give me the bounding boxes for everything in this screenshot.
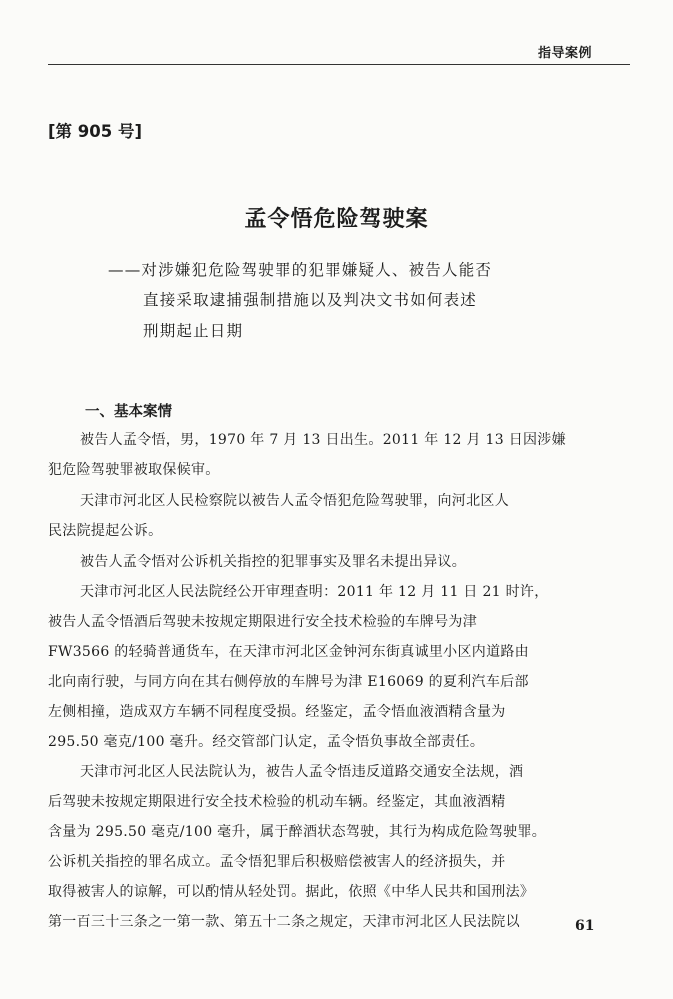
body-line: 民法院提起公诉。: [48, 523, 163, 539]
section-label: 指导案例: [537, 46, 592, 61]
body-line: FW3566 的轻骑普通货车，在天津市河北区金钟河东街真诚里小区内道路由: [48, 644, 529, 660]
body-line: 公诉机关指控的罪名成立。孟令悟犯罪后积极赔偿被害人的经济损失，并: [48, 854, 506, 870]
case-title: 孟令悟危险驾驶案: [244, 206, 429, 232]
page-number: 61: [575, 918, 595, 934]
body-line: 后驾驶未按规定期限进行安全技术检验的机动车辆。经鉴定，其血液酒精: [48, 794, 506, 810]
subtitle-line: ——对涉嫌犯危险驾驶罪的犯罪嫌疑人、被告人能否: [108, 261, 493, 279]
body-line: 被告人孟令悟酒后驾驶未按规定期限进行安全技术检验的车牌号为津: [48, 614, 477, 630]
body-line: 被告人孟令悟，男，1970 年 7 月 13 日出生。2011 年 12 月 13 日因涉嫌: [80, 432, 566, 448]
body-line: 天津市河北区人民检察院以被告人孟令悟犯危险驾驶罪，向河北区人: [80, 493, 509, 509]
body-line: 含量为 295.50 毫克/100 毫升，属于醉酒状态驾驶，其行为构成危险驾驶罪。: [48, 824, 547, 840]
section-heading: 一、基本案情: [85, 404, 172, 420]
subtitle-line: 刑期起止日期: [143, 322, 244, 340]
case-number: [第 905 号]: [48, 122, 143, 141]
subtitle-line: 直接采取逮捕强制措施以及判决文书如何表述: [143, 291, 478, 309]
body-line: 北向南行驶，与同方向在其右侧停放的车牌号为津 E16069 的夏利汽车后部: [48, 674, 529, 690]
body-line: 天津市河北区人民法院认为，被告人孟令悟违反道路交通安全法规，酒: [80, 764, 524, 780]
body-line: 被告人孟令悟对公诉机关指控的犯罪事实及罪名未提出异议。: [80, 554, 467, 570]
body-line: 左侧相撞，造成双方车辆不同程度受损。经鉴定，孟令悟血液酒精含量为: [48, 704, 506, 720]
body-line: 犯危险驾驶罪被取保候审。: [48, 462, 220, 478]
body-line: 295.50 毫克/100 毫升。经交管部门认定，孟令悟负事故全部责任。: [48, 734, 485, 750]
body-line: 取得被害人的谅解，可以酌情从轻处罚。据此，依照《中华人民共和国刑法》: [48, 884, 535, 900]
body-line: 第一百三十三条之一第一款、第五十二条之规定，天津市河北区人民法院以: [48, 914, 520, 930]
running-header: [48, 36, 630, 65]
body-line: 天津市河北区人民法院经公开审理查明：2011 年 12 月 11 日 21 时许，: [80, 584, 549, 600]
